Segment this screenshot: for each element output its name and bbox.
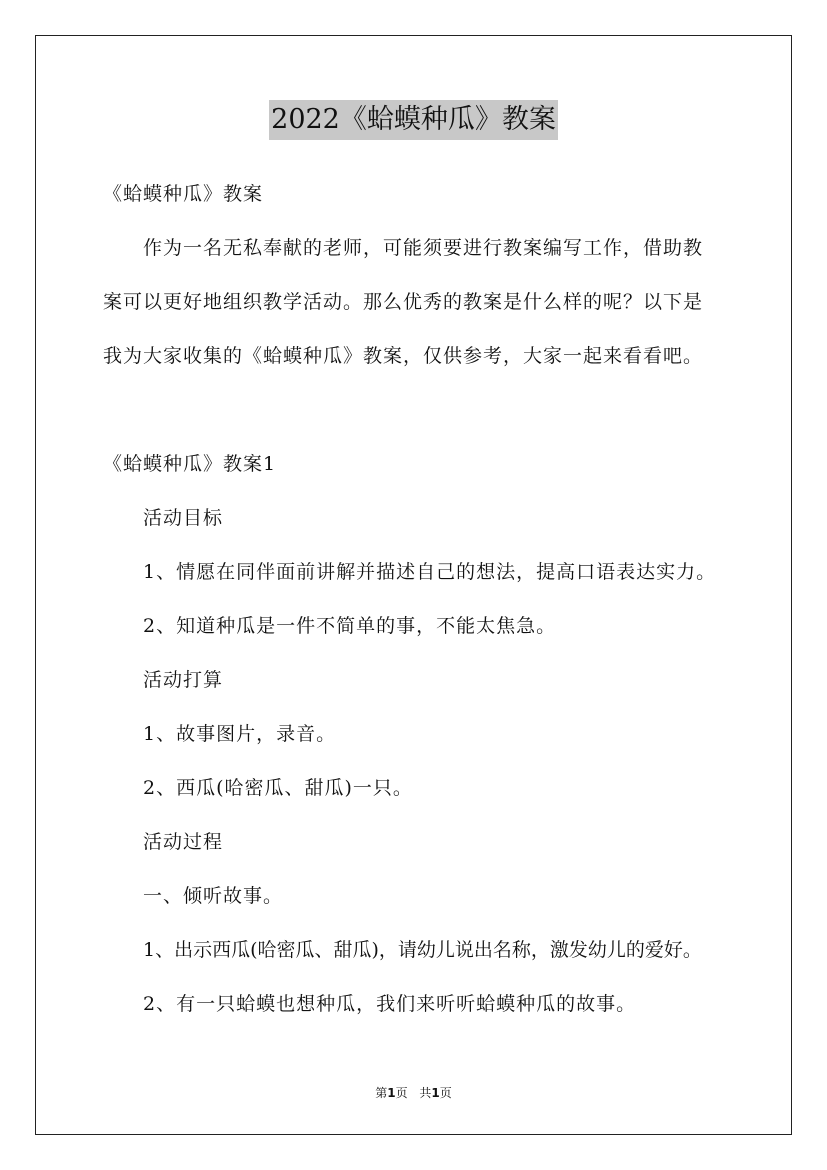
document-subtitle: 《蛤蟆种瓜》教案	[103, 183, 264, 205]
intro-line-2: 案可以更好地组织教学活动。那么优秀的教案是什么样的呢？以下是	[103, 291, 704, 313]
intro-line-1: 作为一名无私奉献的老师，可能须要进行教案编写工作，借助教	[143, 237, 704, 259]
total-pages-indicator: 共1页	[419, 1086, 452, 1100]
page-indicator: 第1页	[375, 1086, 408, 1100]
body-line-7: 活动过程	[143, 831, 224, 853]
body-line-2: 1、情愿在同伴面前讲解并描述自己的想法，提高口语表达实力。	[143, 561, 717, 583]
title-container	[0, 100, 827, 140]
body-line-3: 2、知道种瓜是一件不简单的事，不能太焦急。	[143, 615, 557, 637]
document-title: 2022《蛤蟆种瓜》教案	[269, 100, 558, 140]
body-line-9: 1、出示西瓜(哈密瓜、甜瓜)，请幼儿说出名称，激发幼儿的爱好。	[143, 939, 702, 961]
body-line-4: 活动打算	[143, 669, 224, 691]
intro-line-3: 我为大家收集的《蛤蟆种瓜》教案，仅供参考，大家一起来看看吧。	[103, 345, 704, 367]
section-heading: 《蛤蟆种瓜》教案1	[103, 453, 277, 475]
page-footer	[0, 1084, 827, 1101]
body-line-8: 一、倾听故事。	[143, 885, 284, 907]
body-line-6: 2、西瓜(哈密瓜、甜瓜)一只。	[143, 777, 413, 799]
body-line-5: 1、故事图片，录音。	[143, 723, 337, 745]
body-line-10: 2、有一只蛤蟆也想种瓜，我们来听听蛤蟆种瓜的故事。	[143, 993, 637, 1015]
body-line-1: 活动目标	[143, 507, 224, 529]
